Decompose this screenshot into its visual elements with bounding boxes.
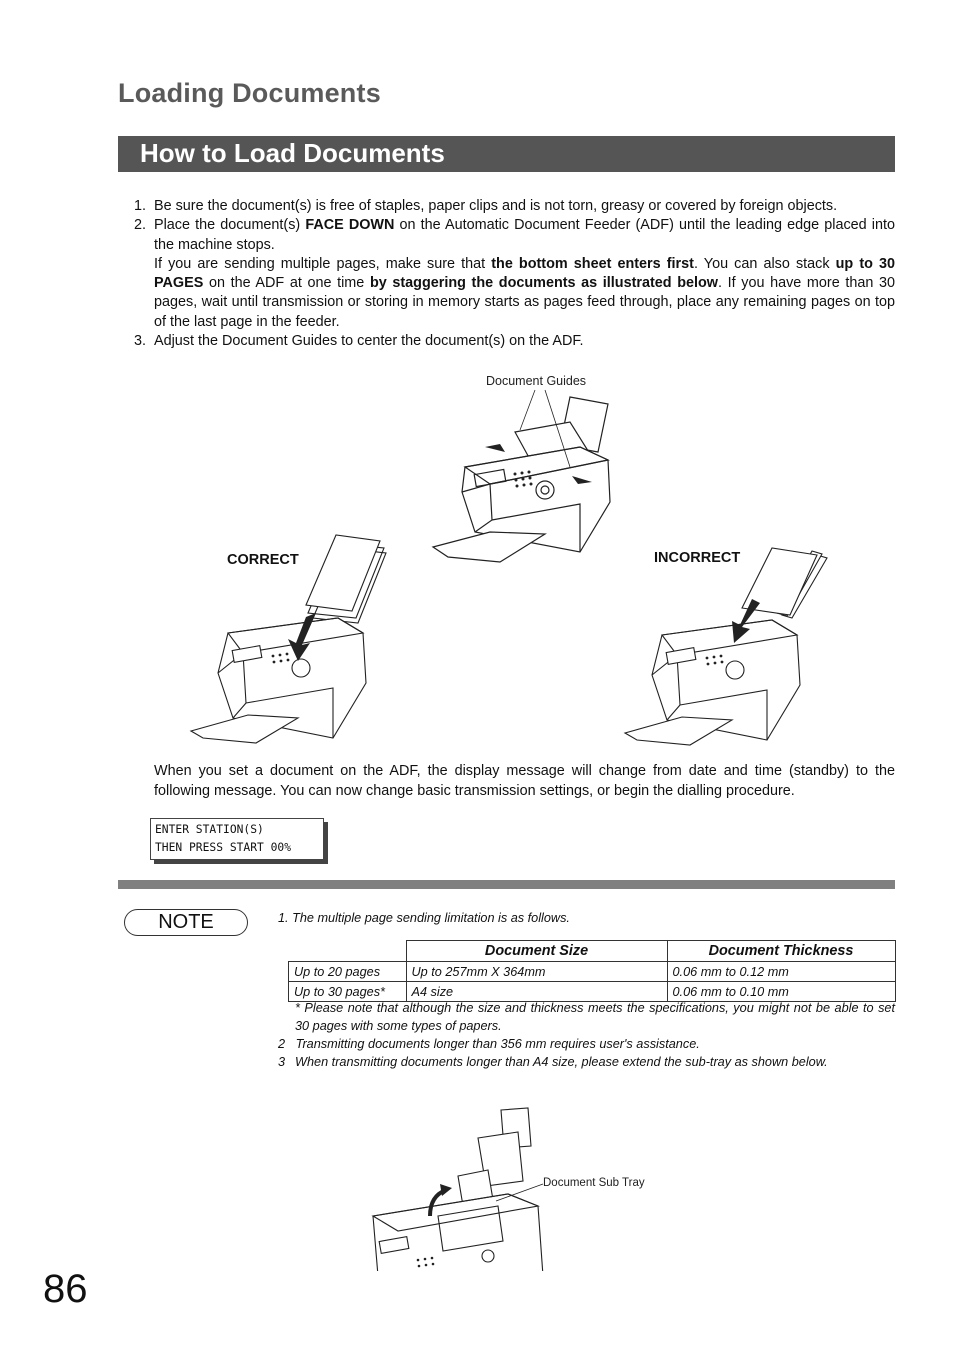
table-cell: Up to 30 pages*: [289, 982, 407, 1002]
lcd-line-2: THEN PRESS START 00%: [155, 841, 292, 854]
note-item-2: 2 Transmitting documents longer than 356 mm requires user's assistance.: [278, 1037, 700, 1051]
table-header: Document Size: [406, 941, 667, 962]
step-text: . You can also stack: [693, 255, 836, 272]
table-header: Document Thickness: [667, 941, 895, 962]
note-item-1: 1. The multiple page sending limitation is as follows.: [278, 911, 570, 925]
section-divider: [118, 880, 895, 889]
step-text: . If you have more than 30 pages, wait until transmission or storing in memory starts as pages feed through, place any remaining pages on top of the last page in the feeder.: [154, 275, 895, 330]
section-title: Loading Documents: [118, 78, 381, 108]
page-title: How to Load Documents: [140, 138, 445, 168]
fax-guides-illustration: [430, 392, 620, 564]
emphasis-text: FACE DOWN: [305, 217, 395, 234]
lcd-display: [150, 818, 324, 860]
step-item: [134, 332, 895, 351]
fax-incorrect-illustration: [622, 543, 827, 747]
fax-subtray-illustration: [368, 1106, 568, 1272]
step-text: on the ADF at one time: [203, 275, 370, 292]
display-message-paragraph: When you set a document on the ADF, the display message will change from date and time (standby) to the following message. You can now change basic transmission settings, or begin the dialling procedure.: [154, 763, 895, 799]
table-cell: A4 size: [406, 982, 667, 1002]
note-item-3: When transmitting documents longer than A4 size, please extend the sub-tray as shown below.: [295, 1055, 828, 1069]
page-heading-bar: [118, 136, 895, 172]
step-number: 3.: [134, 333, 147, 350]
table-cell: 0.06 mm to 0.12 mm: [667, 962, 895, 982]
step-number: 1.: [134, 198, 147, 214]
table-cell: Up to 257mm X 364mm: [406, 962, 667, 982]
step-text: Place the document(s): [154, 217, 306, 234]
table-blank-header: [289, 941, 407, 962]
instruction-steps: [134, 197, 895, 351]
lcd-line-1: ENTER STATION(S): [155, 823, 264, 836]
page-limit-table: [288, 940, 896, 1002]
table-header-row: [289, 941, 896, 962]
note-badge: NOTE: [124, 909, 248, 936]
emphasis-text: by staggering the documents as illustrated below: [369, 275, 718, 292]
step-item: [134, 197, 895, 216]
emphasis-text: up to 30 PAGES: [154, 255, 896, 292]
note-footnote: * Please note that although the size and thickness meets the specifications, you might not be able to set 30 pages with some types of papers.: [295, 1001, 895, 1033]
page-number: 86: [43, 1267, 88, 1311]
table-cell: Up to 20 pages: [289, 962, 407, 982]
incorrect-label: INCORRECT: [654, 550, 741, 566]
step-text: If you are sending multiple pages, make sure that: [154, 255, 492, 272]
fax-correct-illustration: [188, 533, 388, 745]
step-item: [134, 216, 895, 332]
step-text: Be sure the document(s) is free of staples, paper clips and is not torn, greasy or covered by foreign objects.: [154, 198, 838, 214]
correct-label: CORRECT: [227, 552, 299, 568]
table-cell: 0.06 mm to 0.10 mm: [667, 982, 895, 1002]
note-item-3-number: 3: [278, 1055, 286, 1069]
table-row: [289, 962, 896, 982]
document-guides-label: Document Guides: [486, 374, 587, 388]
sub-tray-label: Document Sub Tray: [543, 1177, 645, 1189]
step-text: Adjust the Document Guides to center the document(s) on the ADF.: [154, 333, 584, 350]
step-text: on the Automatic Document Feeder (ADF) until the leading edge placed into the machine stops.: [154, 217, 895, 253]
step-number: 2.: [134, 217, 147, 234]
emphasis-text: the bottom sheet enters first: [491, 255, 694, 272]
